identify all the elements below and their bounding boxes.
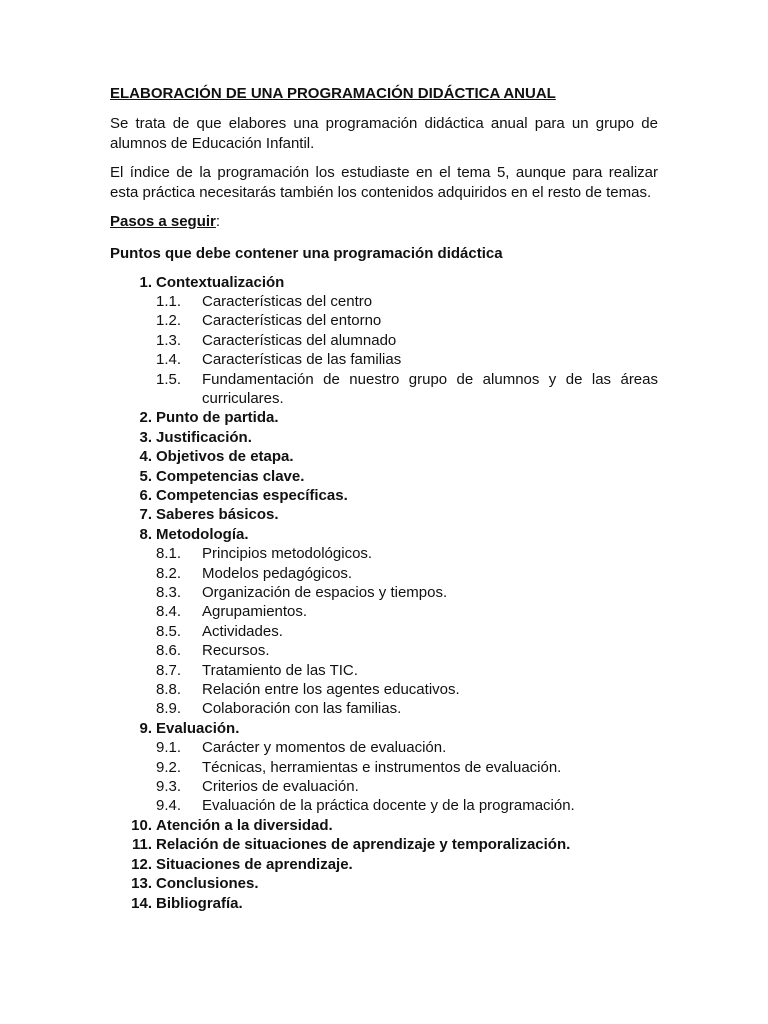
sub-item-label: Relación entre los agentes educativos. [202, 681, 460, 699]
sub-list-item [156, 796, 658, 815]
sub-item-label: Evaluación de la práctica docente y de la programación. [202, 797, 575, 815]
sub-item-label: Colaboración con las familias. [202, 700, 402, 718]
list-item-number: 8. [139, 525, 152, 543]
sub-item-number: 9.4. [156, 797, 182, 815]
list-item [110, 428, 658, 447]
steps-heading [110, 212, 658, 232]
steps-heading-text: Pasos a seguir [110, 213, 216, 230]
points-heading: Puntos que debe contener una programación didáctica [110, 245, 503, 262]
list-item [110, 525, 658, 719]
list-item [110, 447, 658, 466]
sub-list-item [156, 292, 658, 311]
contents-list [110, 273, 658, 913]
sub-item-number: 8.9. [156, 700, 182, 718]
sub-item-label: Tratamiento de las TIC. [202, 661, 358, 679]
sub-item-label: Criterios de evaluación. [202, 778, 359, 796]
sub-list-item [156, 544, 658, 563]
list-item-label: Competencias clave. [156, 467, 305, 485]
list-item-number: 9. [139, 719, 152, 737]
list-item-label: Punto de partida. [156, 409, 279, 427]
list-item-number: 4. [139, 448, 152, 466]
list-item [110, 486, 658, 505]
list-item [110, 874, 658, 893]
sub-item-label: Agrupamientos. [202, 603, 308, 621]
list-item-label: Metodología. [156, 525, 249, 543]
sub-item-number: 8.6. [156, 642, 182, 660]
list-item-label: Conclusiones. [156, 875, 259, 893]
sub-item-number: 8.2. [156, 564, 182, 582]
sub-item-number: 1.5. [156, 370, 182, 388]
sub-list-item [156, 311, 658, 330]
list-item-number: 7. [139, 506, 152, 524]
sub-item-label: Organización de espacios y tiempos. [202, 584, 448, 601]
sub-list-item [156, 738, 658, 757]
sub-item-number: 1.4. [156, 351, 182, 369]
sub-list [156, 292, 658, 408]
sub-item-number: 1.3. [156, 331, 182, 349]
sub-item-number: 9.1. [156, 739, 182, 757]
sub-list-item [156, 758, 658, 777]
list-item-number: 5. [139, 467, 152, 485]
list-item [110, 855, 658, 874]
list-item-label: Relación de situaciones de aprendizaje y temporalización. [156, 836, 571, 854]
sub-item-number: 9.3. [156, 778, 182, 796]
sub-list-item [156, 641, 658, 660]
list-item-number: 14. [131, 894, 152, 912]
sub-item-number: 8.5. [156, 622, 182, 640]
sub-item-label: Características del entorno [202, 312, 382, 330]
sub-list-item [156, 331, 658, 350]
sub-list-item [156, 602, 658, 621]
list-item-number: 11. [131, 836, 152, 854]
list-item-label: Atención a la diversidad. [156, 816, 333, 834]
list-item-label: Saberes básicos. [156, 506, 279, 524]
sub-list-item [156, 564, 658, 583]
sub-list-item [156, 583, 658, 602]
sub-item-number: 8.3. [156, 584, 182, 601]
list-item-number: 6. [139, 486, 152, 504]
sub-item-label: Carácter y momentos de evaluación. [202, 739, 447, 757]
sub-list-item [156, 350, 658, 369]
list-item [110, 505, 658, 524]
list-item [110, 273, 658, 409]
sub-item-label: Recursos. [202, 642, 270, 660]
list-item-number: 13. [131, 875, 152, 893]
document-body [110, 84, 658, 913]
list-item-label: Justificación. [156, 428, 252, 446]
sub-item-number: 8.7. [156, 661, 182, 679]
intro-paragraph: Se trata de que elabores una programación didáctica anual para un grupo de alumnos de Educación Infantil. [110, 115, 658, 152]
list-item-label: Contextualización [156, 273, 285, 291]
index-paragraph: El índice de la programación los estudiaste en el tema 5, aunque para realizar esta práctica necesitarás también los contenidos adquiridos en el resto de temas. [110, 164, 658, 201]
sub-item-label: Técnicas, herramientas e instrumentos de evaluación. [202, 758, 562, 776]
list-item-number: 3. [139, 428, 152, 446]
list-item-label: Objetivos de etapa. [156, 448, 294, 466]
steps-heading-colon: : [215, 213, 221, 230]
sub-list-item [156, 777, 658, 796]
sub-item-label: Principios metodológicos. [202, 545, 373, 563]
list-item [110, 408, 658, 427]
sub-item-number: 1.1. [156, 292, 182, 310]
sub-item-label: Modelos pedagógicos. [202, 564, 353, 582]
list-item-number: 10. [131, 816, 152, 834]
sub-list-item [156, 680, 658, 699]
list-item-number: 2. [139, 409, 152, 427]
sub-list-item [156, 699, 658, 718]
list-item-number: 1. [139, 273, 152, 291]
sub-item-number: 8.4. [156, 603, 182, 621]
list-item [110, 816, 658, 835]
sub-list [156, 544, 658, 719]
list-item [110, 894, 658, 913]
list-item [110, 835, 658, 854]
sub-list-item [156, 661, 658, 680]
sub-item-label: Actividades. [202, 622, 283, 640]
sub-item-label: Características del alumnado [202, 331, 397, 349]
sub-item-label: Características de las familias [202, 351, 402, 369]
sub-list-item [156, 370, 658, 409]
list-item-label: Bibliografía. [156, 894, 243, 912]
sub-item-label: Fundamentación de nuestro grupo de alumnos y de las áreas curriculares. [202, 370, 658, 407]
sub-item-number: 1.2. [156, 312, 182, 330]
list-item-label: Evaluación. [156, 719, 240, 737]
sub-list [156, 738, 658, 816]
sub-item-label: Características del centro [202, 292, 373, 310]
document-title: ELABORACIÓN DE UNA PROGRAMACIÓN DIDÁCTICA ANUAL [110, 85, 556, 102]
sub-item-number: 9.2. [156, 758, 182, 776]
list-item [110, 719, 658, 816]
list-item-number: 12. [131, 855, 152, 873]
sub-item-number: 8.8. [156, 681, 182, 699]
sub-list-item [156, 622, 658, 641]
list-item-label: Situaciones de aprendizaje. [156, 855, 353, 873]
list-item-label: Competencias específicas. [156, 486, 348, 504]
list-item [110, 467, 658, 486]
sub-item-number: 8.1. [156, 545, 182, 563]
